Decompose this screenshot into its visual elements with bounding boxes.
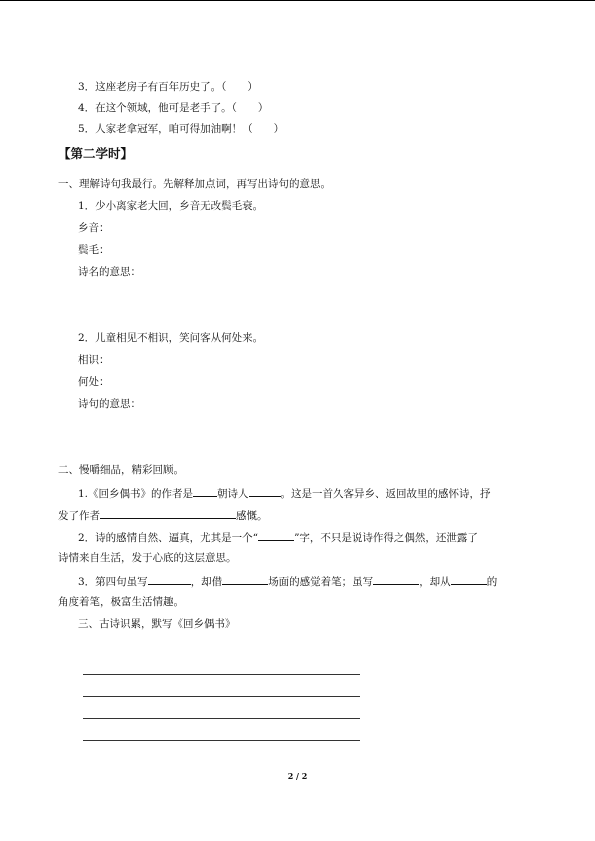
part1-q1-meaning: 诗名的意思： xyxy=(78,266,141,278)
judge-item-4: 4．在这个领域，他可是老手了。（ ） xyxy=(78,102,269,114)
part1-q1-word2: 鬓毛： xyxy=(78,244,110,256)
part1-q1-word1: 乡音： xyxy=(78,222,110,234)
judge-item-5: 5．人家老拿冠军，咱可得加油啊！（ ） xyxy=(78,123,285,135)
page-number: 2 / 2 xyxy=(287,771,308,781)
part2-q1-text-c: 。这是一首久客异乡、返回故里的感怀诗，抒 xyxy=(280,488,491,500)
part2-q2-text-a: 2．诗的感情自然、逼真，尤其是一个“ xyxy=(78,532,259,544)
fill-blank-q3-2[interactable] xyxy=(222,573,268,585)
fill-blank-q3-1[interactable] xyxy=(148,573,191,585)
part2-q1-line2 xyxy=(58,507,268,523)
part1-q1-verse: 1．少小离家老大回，乡音无改鬓毛衰。 xyxy=(78,200,264,212)
part2-title: 二、慢嚼细品，精彩回顾。 xyxy=(58,464,184,476)
judge-item-3: 3．这座老房子有百年历史了。（ ） xyxy=(78,81,258,93)
part2-q1-text-d: 发了作者 xyxy=(58,510,100,522)
writing-line-3[interactable] xyxy=(83,718,360,719)
part2-q1-text-b: 朝诗人 xyxy=(217,488,249,500)
fill-blank-keyword[interactable] xyxy=(258,529,294,541)
fill-blank-dynasty[interactable] xyxy=(193,485,217,497)
writing-line-2[interactable] xyxy=(83,696,360,697)
part2-q3-text-e: 的 xyxy=(486,576,498,588)
part2-q3-line2: 角度着笔，极富生活情趣。 xyxy=(58,596,184,608)
part1-q2-verse: 2．儿童相见不相识，笑问客从何处来。 xyxy=(78,332,264,344)
part2-q1-line1 xyxy=(78,485,491,501)
part1-q2-word2: 何处： xyxy=(78,376,110,388)
part2-q1-text-e: 感慨。 xyxy=(236,510,268,522)
part2-q2-line1 xyxy=(78,529,478,545)
fill-blank-poet[interactable] xyxy=(249,485,281,497)
part1-q2-meaning: 诗句的意思： xyxy=(78,398,141,410)
top-border-line xyxy=(0,0,595,1)
part1-q2-word1: 相识： xyxy=(78,354,110,366)
part2-q3-text-a: 3．第四句虽写 xyxy=(78,576,148,588)
part2-q1-text-a: 1.《回乡偶书》的作者是 xyxy=(78,488,194,500)
fill-blank-q3-4[interactable] xyxy=(451,573,487,585)
part2-q3-text-c: 场面的感觉着笔；虽写 xyxy=(268,576,374,588)
part2-q3-text-d: ，却从 xyxy=(419,576,451,588)
writing-line-4[interactable] xyxy=(83,740,360,741)
fill-blank-q3-3[interactable] xyxy=(373,573,419,585)
fill-blank-feeling[interactable] xyxy=(100,507,236,519)
writing-line-1[interactable] xyxy=(83,674,360,675)
part2-q2-text-b: ”字，不只是说诗作得之偶然，还泄露了 xyxy=(294,532,478,544)
part2-q3-text-b: ，却借 xyxy=(190,576,223,588)
part3-title: 三、古诗识累，默写《回乡偶书》 xyxy=(78,618,236,630)
part2-q3-line1 xyxy=(78,573,497,589)
part2-q2-line2: 诗情来自生活，发于心底的这层意思。 xyxy=(58,552,237,564)
part1-title: 一、理解诗句我最行。先解释加点词，再写出诗句的意思。 xyxy=(58,178,331,190)
lesson-2-heading: 【第二学时】 xyxy=(58,146,134,161)
